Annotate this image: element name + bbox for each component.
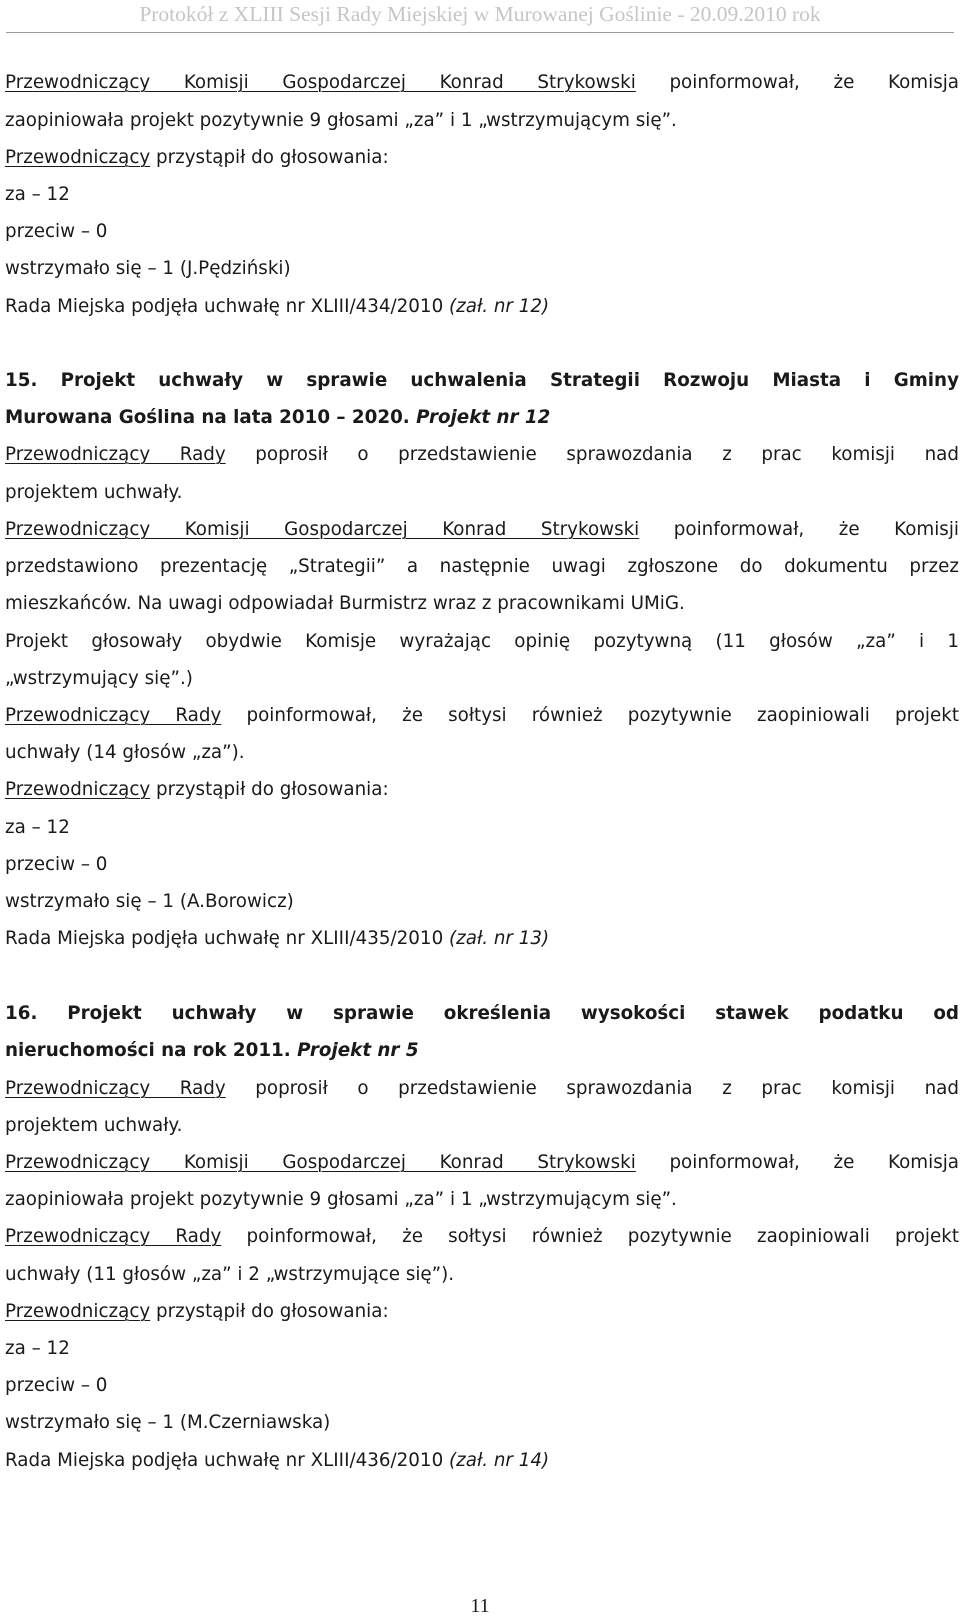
vote-for: za – 12: [5, 817, 70, 838]
speaker-name: Przewodniczący Komisji Gospodarczej Konrad Strykowski: [5, 519, 640, 540]
attachment-ref: (zał. nr 13): [449, 928, 550, 949]
line-text: poprosił o przedstawienie sprawozdania z prac komisji nad: [225, 444, 959, 465]
paragraph-line: mieszkańców. Na uwagi odpowiadał Burmistrz wraz z pracownikami UMiG.: [5, 593, 685, 614]
paragraph-line: [5, 704, 959, 728]
line-text: poinformował, że sołtysi również pozytywnie zaopiniowali projekt: [221, 705, 959, 726]
paragraph-line: uchwały (11 głosów „za” i 2 „wstrzymujące się”).: [5, 1264, 455, 1285]
speaker-name: Przewodniczący Rady: [5, 705, 222, 726]
line-text: Rada Miejska podjęła uchwałę nr XLIII/436/2010: [5, 1450, 450, 1471]
resolution-line: [5, 1449, 960, 1473]
vote-abstain: wstrzymało się – 1 (J.Pędziński): [5, 258, 291, 279]
resolution-line: [5, 295, 960, 319]
paragraph-line: [5, 778, 960, 802]
attachment-ref: (zał. nr 12): [449, 296, 550, 317]
paragraph-line: Projekt głosowały obydwie Komisje wyrażając opinię pozytywną (11 głosów „za” i 1: [5, 631, 959, 652]
line-text: Rada Miejska podjęła uchwałę nr XLIII/435/2010: [5, 928, 450, 949]
project-ref: Projekt nr 5: [290, 1040, 419, 1061]
speaker-name: Przewodniczący Rady: [5, 1078, 226, 1099]
section-heading-15-cont: [5, 406, 960, 430]
line-text: przystąpił do głosowania:: [150, 779, 389, 800]
paragraph-line: przedstawiono prezentację „Strategii” a następnie uwagi zgłoszone do dokumentu przez: [5, 556, 959, 577]
speaker-name: Przewodniczący Rady: [5, 1226, 222, 1247]
section-heading-15: 15. Projekt uchwały w sprawie uchwalenia Strategii Rozwoju Miasta i Gminy: [5, 370, 959, 391]
line-text: poinformował, że Komisji: [639, 519, 959, 540]
paragraph-line: [5, 71, 959, 95]
vote-against: przeciw – 0: [5, 1375, 108, 1396]
line-text: Rada Miejska podjęła uchwałę nr XLIII/434/2010: [5, 296, 450, 317]
paragraph-line: [5, 1225, 959, 1249]
speaker-name: Przewodniczący Komisji Gospodarczej Konrad Strykowski: [5, 1152, 636, 1173]
paragraph-line: [5, 1300, 960, 1324]
speaker-name: Przewodniczący: [5, 1301, 151, 1322]
line-text: poinformował, że Komisja: [635, 72, 959, 93]
attachment-ref: (zał. nr 14): [449, 1450, 550, 1471]
paragraph-line: projektem uchwały.: [5, 1115, 183, 1136]
paragraph-line: [5, 443, 959, 467]
section-heading-16: 16. Projekt uchwały w sprawie określenia wysokości stawek podatku od: [5, 1003, 959, 1024]
header-divider: [6, 32, 954, 33]
speaker-name: Przewodniczący Komisji Gospodarczej Konrad Strykowski: [5, 72, 636, 93]
vote-abstain: wstrzymało się – 1 (M.Czerniawska): [5, 1412, 331, 1433]
paragraph-line: [5, 146, 960, 170]
page-number: 11: [470, 1595, 490, 1617]
project-ref: Projekt nr 12: [409, 407, 551, 428]
vote-abstain: wstrzymało się – 1 (A.Borowicz): [5, 891, 294, 912]
paragraph-line: zaopiniowała projekt pozytywnie 9 głosami „za” i 1 „wstrzymującym się”.: [5, 110, 677, 131]
section-heading-16-cont: [5, 1039, 960, 1063]
paragraph-line: [5, 1077, 959, 1101]
heading-text: nieruchomości na rok 2011.: [5, 1040, 291, 1061]
speaker-name: Przewodniczący: [5, 147, 151, 168]
vote-for: za – 12: [5, 1338, 70, 1359]
paragraph-line: uchwały (14 głosów „za”).: [5, 742, 245, 763]
line-text: przystąpił do głosowania:: [150, 1301, 389, 1322]
speaker-name: Przewodniczący: [5, 779, 151, 800]
paragraph-line: [5, 1151, 959, 1175]
line-text: poprosił o przedstawienie sprawozdania z prac komisji nad: [225, 1078, 959, 1099]
line-text: poinformował, że sołtysi również pozytywnie zaopiniowali projekt: [221, 1226, 959, 1247]
line-text: poinformował, że Komisja: [635, 1152, 959, 1173]
line-text: przystąpił do głosowania:: [150, 147, 389, 168]
vote-against: przeciw – 0: [5, 221, 108, 242]
paragraph-line: projektem uchwały.: [5, 482, 183, 503]
paragraph-line: „wstrzymujący się”.): [5, 668, 193, 689]
speaker-name: Przewodniczący Rady: [5, 444, 226, 465]
resolution-line: [5, 927, 960, 951]
vote-for: za – 12: [5, 184, 70, 205]
vote-against: przeciw – 0: [5, 854, 108, 875]
page-header-title: Protokół z XLIII Sesji Rady Miejskiej w Murowanej Goślinie - 20.09.2010 rok: [139, 2, 821, 26]
heading-text: Murowana Goślina na lata 2010 – 2020.: [5, 407, 410, 428]
paragraph-line: zaopiniowała projekt pozytywnie 9 głosami „za” i 1 „wstrzymującym się”.: [5, 1189, 677, 1210]
paragraph-line: [5, 518, 959, 542]
